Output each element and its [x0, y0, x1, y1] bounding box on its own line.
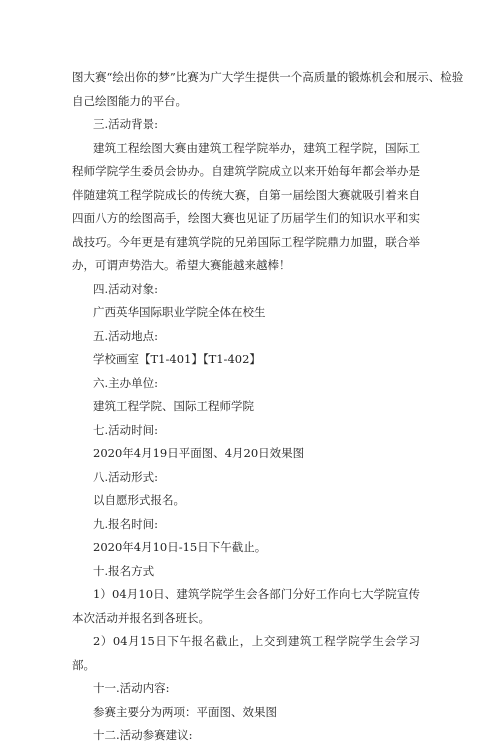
intro-line: 自己绘图能力的平台。	[72, 93, 187, 108]
content-text: 参赛主要分为两项：平面图、效果图	[93, 704, 277, 719]
section-heading-signup-time: 九.报名时间:	[93, 516, 159, 531]
intro-line: 图大赛“绘出你的梦”比赛为广大学生提供一个高质量的锻炼机会和展示、检验	[72, 70, 464, 84]
section-heading-content: 十一.活动内容:	[93, 681, 170, 695]
section-heading-form: 八.活动形式:	[93, 469, 159, 484]
form-text: 以自愿形式报名。	[93, 493, 185, 507]
time-text: 2020年4月19日平面图、4月20日效果图	[93, 446, 305, 460]
section-heading-organizer: 六.主办单位:	[93, 375, 159, 390]
background-paragraph: 建筑工程绘图大赛由建筑工程学院举办，建筑工程学院，国际工程师学院学生委员会协办。自建筑学院成立以来开始每年都会举办是伴随建筑工程学院成长的传统大赛，自第一届绘图大赛就吸引着来自四面八方的绘图高手，绘图大赛也见证了历届学生们的知识水平和实战技巧。今年更是有建筑学院的兄弟国际工程学院鼎力加盟，联合举办，可谓声势浩大。希望大赛能越来越棒！	[72, 140, 420, 272]
location-text: 学校画室【T1-401】【T1-402】	[93, 352, 261, 366]
section-heading-target: 四.活动对象:	[93, 281, 159, 296]
signup-time-text: 2020年4月10日-15日下午截止。	[93, 540, 267, 554]
target-text: 广西英华国际职业学院全体在校生	[93, 305, 266, 319]
section-heading-suggestion: 十二.活动参赛建议:	[93, 728, 193, 742]
section-heading-location: 五.活动地点:	[93, 328, 159, 343]
organizer-text: 建筑工程学院、国际工程师学院	[93, 399, 254, 413]
section-heading-background: 三.活动背景:	[93, 117, 159, 131]
section-heading-signup-method: 十.报名方式	[93, 563, 155, 578]
signup-method-item: 1）04月10日、建筑学院学生会各部门分好工作向七大学院宣传本次活动并报名到各班长。	[72, 587, 420, 625]
signup-method-item: 2）04月15日下午报名截止，上交到建筑工程学院学生会学习部。	[72, 634, 420, 672]
section-heading-time: 七.活动时间:	[93, 422, 159, 437]
